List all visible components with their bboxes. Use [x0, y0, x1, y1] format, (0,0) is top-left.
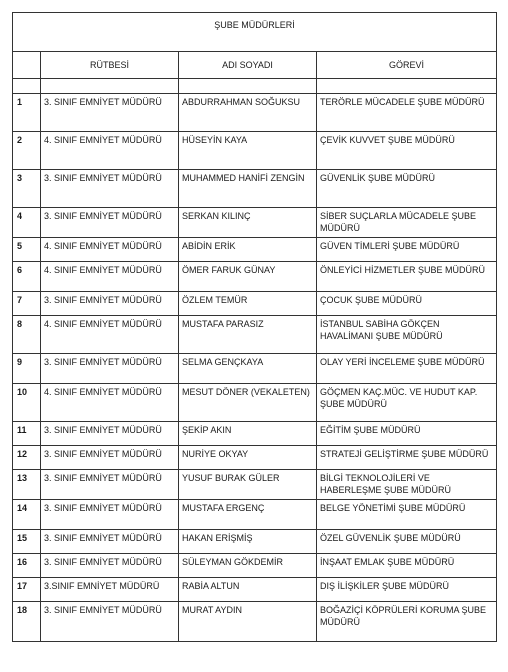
row-name: RABİA ALTUN [179, 578, 317, 602]
table-row [13, 94, 497, 132]
row-duty: STRATEJİ GELİŞTİRME ŞUBE MÜDÜRÜ [317, 446, 497, 470]
row-name: SERKAN KILINÇ [179, 208, 317, 238]
table-row [13, 170, 497, 208]
row-number: 9 [13, 354, 41, 384]
row-duty: OLAY YERİ İNCELEME ŞUBE MÜDÜRÜ [317, 354, 497, 384]
row-name: SÜLEYMAN GÖKDEMİR [179, 554, 317, 578]
row-rank: 3. SINIF EMNİYET MÜDÜRÜ [41, 530, 179, 554]
table-row [13, 530, 497, 554]
row-duty: ÇOCUK ŞUBE MÜDÜRÜ [317, 292, 497, 316]
row-number: 16 [13, 554, 41, 578]
table-row [13, 132, 497, 170]
table-row [13, 500, 497, 530]
row-duty: EĞİTİM ŞUBE MÜDÜRÜ [317, 422, 497, 446]
spacer-cell [317, 79, 497, 94]
row-name: ÖMER FARUK GÜNAY [179, 262, 317, 292]
table-row [13, 316, 497, 354]
row-duty: GÖÇMEN KAÇ.MÜC. VE HUDUT KAP. ŞUBE MÜDÜRÜ [317, 384, 497, 422]
row-name: MURAT AYDIN [179, 602, 317, 642]
row-name: ABDURRAHMAN SOĞUKSU [179, 94, 317, 132]
row-name: MUHAMMED HANİFİ ZENGİN [179, 170, 317, 208]
row-rank: 3. SINIF EMNİYET MÜDÜRÜ [41, 500, 179, 530]
table-row [13, 554, 497, 578]
row-duty: DIŞ İLİŞKİLER ŞUBE MÜDÜRÜ [317, 578, 497, 602]
header-no [13, 52, 41, 79]
row-duty: TERÖRLE MÜCADELE ŞUBE MÜDÜRÜ [317, 94, 497, 132]
row-rank: 3. SINIF EMNİYET MÜDÜRÜ [41, 208, 179, 238]
row-rank: 4. SINIF EMNİYET MÜDÜRÜ [41, 132, 179, 170]
row-rank: 4. SINIF EMNİYET MÜDÜRÜ [41, 384, 179, 422]
row-number: 11 [13, 422, 41, 446]
row-duty: GÜVENLİK ŞUBE MÜDÜRÜ [317, 170, 497, 208]
table-row [13, 238, 497, 262]
row-rank: 3. SINIF EMNİYET MÜDÜRÜ [41, 602, 179, 642]
title-row [13, 13, 497, 52]
table-row [13, 354, 497, 384]
header-row [13, 52, 497, 79]
row-rank: 3. SINIF EMNİYET MÜDÜRÜ [41, 422, 179, 446]
table-row [13, 578, 497, 602]
row-duty: SİBER SUÇLARLA MÜCADELE ŞUBE MÜDÜRÜ [317, 208, 497, 238]
row-rank: 3. SINIF EMNİYET MÜDÜRÜ [41, 470, 179, 500]
row-number: 5 [13, 238, 41, 262]
row-rank: 4. SINIF EMNİYET MÜDÜRÜ [41, 316, 179, 354]
table-row [13, 208, 497, 238]
table-row [13, 262, 497, 292]
document-sheet [12, 12, 496, 642]
row-rank: 3. SINIF EMNİYET MÜDÜRÜ [41, 94, 179, 132]
row-rank: 3. SINIF EMNİYET MÜDÜRÜ [41, 446, 179, 470]
spacer-cell [41, 79, 179, 94]
row-number: 2 [13, 132, 41, 170]
row-number: 18 [13, 602, 41, 642]
spacer-cell [179, 79, 317, 94]
row-rank: 4. SINIF EMNİYET MÜDÜRÜ [41, 238, 179, 262]
table-title: ŞUBE MÜDÜRLERİ [13, 13, 497, 52]
row-number: 15 [13, 530, 41, 554]
row-duty: BİLGİ TEKNOLOJİLERİ VE HABERLEŞME ŞUBE MÜDÜRÜ [317, 470, 497, 500]
row-rank: 3. SINIF EMNİYET MÜDÜRÜ [41, 354, 179, 384]
row-name: ŞEKİP AKIN [179, 422, 317, 446]
row-number: 12 [13, 446, 41, 470]
row-name: MUSTAFA ERGENÇ [179, 500, 317, 530]
row-number: 6 [13, 262, 41, 292]
row-duty: ÇEVİK KUVVET ŞUBE MÜDÜRÜ [317, 132, 497, 170]
row-rank: 4. SINIF EMNİYET MÜDÜRÜ [41, 262, 179, 292]
row-name: SELMA GENÇKAYA [179, 354, 317, 384]
row-number: 10 [13, 384, 41, 422]
row-number: 14 [13, 500, 41, 530]
row-number: 8 [13, 316, 41, 354]
spacer-row [13, 79, 497, 94]
table-row [13, 422, 497, 446]
managers-table [12, 12, 497, 642]
row-duty: ÖZEL GÜVENLİK ŞUBE MÜDÜRÜ [317, 530, 497, 554]
row-name: NURİYE OKYAY [179, 446, 317, 470]
row-rank: 3. SINIF EMNİYET MÜDÜRÜ [41, 554, 179, 578]
table-row [13, 446, 497, 470]
header-name: ADI SOYADI [179, 52, 317, 79]
row-name: HÜSEYİN KAYA [179, 132, 317, 170]
header-duty: GÖREVİ [317, 52, 497, 79]
row-name: YUSUF BURAK GÜLER [179, 470, 317, 500]
row-duty: BOĞAZİÇİ KÖPRÜLERİ KORUMA ŞUBE MÜDÜRÜ [317, 602, 497, 642]
row-number: 17 [13, 578, 41, 602]
row-duty: ÖNLEYİCİ HİZMETLER ŞUBE MÜDÜRÜ [317, 262, 497, 292]
table-body [13, 13, 497, 642]
row-duty: İNŞAAT EMLAK ŞUBE MÜDÜRÜ [317, 554, 497, 578]
spacer-cell [13, 79, 41, 94]
row-number: 4 [13, 208, 41, 238]
row-rank: 3. SINIF EMNİYET MÜDÜRÜ [41, 292, 179, 316]
row-number: 13 [13, 470, 41, 500]
row-duty: İSTANBUL SABİHA GÖKÇEN HAVALİMANI ŞUBE MÜDÜRÜ [317, 316, 497, 354]
header-rank: RÜTBESİ [41, 52, 179, 79]
row-name: ABİDİN ERİK [179, 238, 317, 262]
table-row [13, 602, 497, 642]
row-duty: BELGE YÖNETİMİ ŞUBE MÜDÜRÜ [317, 500, 497, 530]
row-number: 1 [13, 94, 41, 132]
row-name: HAKAN ERİŞMİŞ [179, 530, 317, 554]
row-number: 7 [13, 292, 41, 316]
row-number: 3 [13, 170, 41, 208]
table-row [13, 470, 497, 500]
row-name: MESUT DÖNER (VEKALETEN) [179, 384, 317, 422]
row-name: MUSTAFA PARASIZ [179, 316, 317, 354]
row-name: ÖZLEM TEMÜR [179, 292, 317, 316]
row-rank: 3. SINIF EMNİYET MÜDÜRÜ [41, 170, 179, 208]
row-duty: GÜVEN TİMLERİ ŞUBE MÜDÜRÜ [317, 238, 497, 262]
table-row [13, 292, 497, 316]
row-rank: 3.SINIF EMNİYET MÜDÜRÜ [41, 578, 179, 602]
table-row [13, 384, 497, 422]
